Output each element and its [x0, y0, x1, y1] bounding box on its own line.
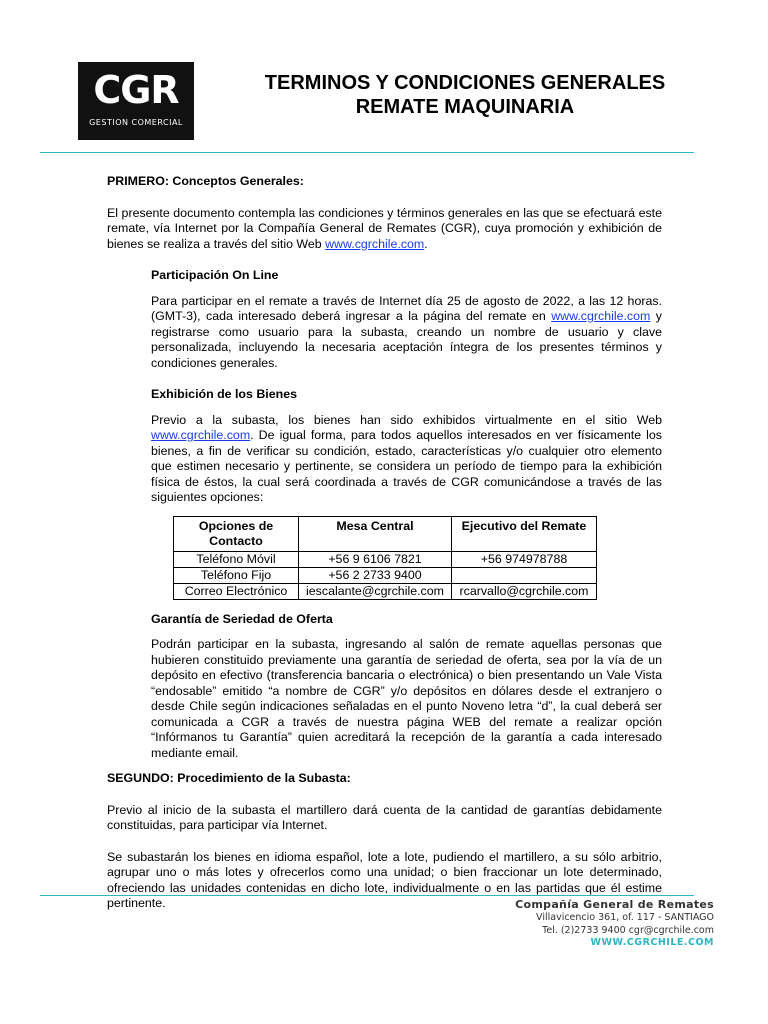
logo-subtext: GESTION COMERCIAL: [89, 118, 183, 127]
table-row: [174, 567, 597, 583]
section-heading-segundo: SEGUNDO: Procedimiento de la Subasta:: [107, 771, 351, 785]
cgr-logo: [78, 62, 194, 140]
participacion-paragraph: [151, 294, 662, 372]
document-title-line2: REMATE MAQUINARIA: [355, 96, 575, 118]
participacion-text: Para participar en el remate a través de Internet día 25 de agosto de 2022, a las 12 horas. (GMT-3), cada interesado deberá ingresar a la página del remate en: [151, 293, 662, 323]
table-row: [174, 583, 597, 599]
document-body: [107, 174, 662, 928]
logo-text: CGR: [93, 68, 179, 112]
table-header-row: [174, 516, 597, 551]
table-cell: rcarvallo@cgrchile.com: [452, 583, 597, 599]
participacion-text-end: y registrarse como usuario para la subasta, creando un nombre de usuario y clave personalizada, incluyendo la necesaria aceptación íntegra de los presentes términos y condiciones generales.: [151, 309, 662, 370]
intro-text-end: .: [424, 236, 428, 251]
section-heading-primero: PRIMERO: Conceptos Generales:: [107, 174, 304, 188]
intro-paragraph: [107, 206, 662, 253]
footer-contact: Tel. (2)2733 9400 cgr@cgrchile.com: [542, 925, 714, 936]
exhibicion-text-end: . De igual forma, para todos aquellos interesados en ver físicamente los bienes, a fin de verificar su condición, estado, características y/o cualquier otro elemento que estimen necesario y pertinente, se considera un período de tiempo para la exhibición física de éstos, la cual será coordinada a través de CGR comunicándose a través de las siguientes opciones:: [151, 428, 662, 504]
subheading-participacion: Participación On Line: [151, 268, 279, 282]
document-title-line1: TERMINOS Y CONDICIONES GENERALES: [264, 72, 666, 94]
segundo-paragraph-1: Previo al inicio de la subasta el martillero dará cuenta de la cantidad de garantías debidamente constituidas, para participar vía Internet.: [107, 802, 662, 832]
intro-text: El presente documento contempla las condiciones y términos generales en las que se efectuará este remate, vía Internet por la Compañía General de Remates (CGR), cuya promoción y exhibición de bienes se realiza a través del sitio Web: [107, 205, 662, 251]
footer-block: [515, 898, 714, 948]
footer-divider: [40, 895, 694, 896]
website-link[interactable]: www.cgrchile.com: [551, 309, 651, 323]
website-link[interactable]: www.cgrchile.com: [325, 236, 425, 251]
footer-web: WWW.CGRCHILE.COM: [590, 937, 714, 948]
table-header: Ejecutivo del Remate: [452, 516, 597, 551]
table-header: Mesa Central: [299, 516, 452, 551]
footer-address: Villavicencio 361, of. 117 - SANTIAGO: [536, 912, 714, 923]
table-cell: Teléfono Móvil: [174, 551, 299, 567]
table-cell: +56 2 2733 9400: [299, 567, 452, 583]
segundo-paragraph-2: Se subastarán los bienes en idioma español, lote a lote, pudiendo el martillero, a su sólo arbitrio, agrupar uno o más lotes y ofrecerlos como una unidad; o bien fraccionar un lote determinado, ofreciendo las unidades contenidas en dicho lote, individualmente o en las partidas que él estime pertinente.: [107, 849, 662, 910]
garantia-paragraph: Podrán participar en la subasta, ingresando al salón de remate aquellas personas que hubieren constituido previamente una garantía de seriedad de oferta, sea por la vía de un depósito en efectivo (transferencia bancaria o electrónica) o bien presentando un Vale Vista “endosable” emitido “a nombre de CGR” y/o depósitos en dólares desde el extranjero o desde Chile según indicaciones señaladas en el punto Noveno letra “d”, la cual deberá ser comunicada a CGR a través de nuestra página WEB del remate a realizar opción “Infórmanos tu Garantía” quien acreditará la recepción de la garantía a cada interesado mediante email.: [151, 637, 662, 760]
subheading-garantia: Garantía de Seriedad de Oferta: [151, 611, 333, 626]
website-link[interactable]: www.cgrchile.com: [151, 428, 251, 442]
table-cell: +56 9 6106 7821: [299, 551, 452, 567]
header-divider: [40, 152, 694, 153]
table-cell: +56 974978788: [452, 551, 597, 567]
table-cell: [452, 567, 597, 583]
footer-company: Compañía General de Remates: [515, 898, 714, 911]
table-header: Opciones de Contacto: [174, 516, 299, 551]
exhibicion-text: Previo a la subasta, los bienes han sido exhibidos virtualmente en el sitio Web: [151, 412, 662, 427]
table-row: [174, 551, 597, 567]
exhibicion-paragraph: [151, 413, 662, 506]
subheading-exhibicion: Exhibición de los Bienes: [151, 387, 297, 401]
table-cell: Teléfono Fijo: [174, 567, 299, 583]
table-cell: Correo Electrónico: [174, 583, 299, 599]
contact-table: [173, 516, 597, 600]
table-cell: iescalante@cgrchile.com: [299, 583, 452, 599]
